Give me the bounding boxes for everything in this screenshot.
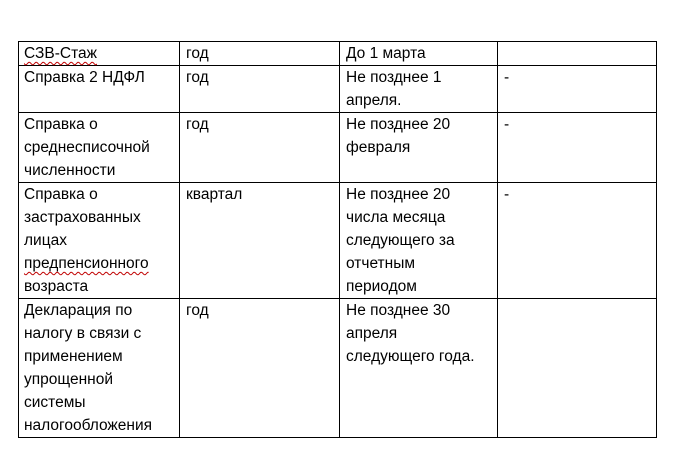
period-cell: квартал <box>180 183 340 299</box>
deadline-cell: Не позднее 30 апреля следующего года. <box>340 299 498 438</box>
deadline-cell: Не позднее 20 числа месяца следующего за отчетным периодом <box>340 183 498 299</box>
report-name-part: возраста <box>24 278 89 295</box>
report-name-part-underlined: предпенсионного <box>24 255 149 272</box>
note-cell: - <box>498 66 657 113</box>
note-cell <box>498 42 657 66</box>
note-cell: - <box>498 183 657 299</box>
report-name-cell: Декларация по налогу в связи с применением упрощенной системы налогообложения <box>19 299 180 438</box>
report-name: СЗВ-Стаж <box>24 45 97 62</box>
table-row <box>19 42 657 66</box>
deadline-cell: Не позднее 1 апреля. <box>340 66 498 113</box>
table-row <box>19 299 657 438</box>
report-name-cell <box>19 42 180 66</box>
report-name-cell: Справка о среднесписочной численности <box>19 113 180 183</box>
deadline-cell: Не позднее 20 февраля <box>340 113 498 183</box>
table-row <box>19 183 657 299</box>
period-cell: год <box>180 66 340 113</box>
report-name-part: Справка о застрахованных лицах <box>24 186 141 249</box>
table-row <box>19 66 657 113</box>
note-cell <box>498 299 657 438</box>
period-cell: год <box>180 113 340 183</box>
report-name-cell: Справка 2 НДФЛ <box>19 66 180 113</box>
table-row <box>19 113 657 183</box>
deadline-cell: До 1 марта <box>340 42 498 66</box>
report-name-cell <box>19 183 180 299</box>
period-cell: год <box>180 42 340 66</box>
note-cell: - <box>498 113 657 183</box>
reporting-deadlines-table <box>18 41 657 438</box>
period-cell: год <box>180 299 340 438</box>
